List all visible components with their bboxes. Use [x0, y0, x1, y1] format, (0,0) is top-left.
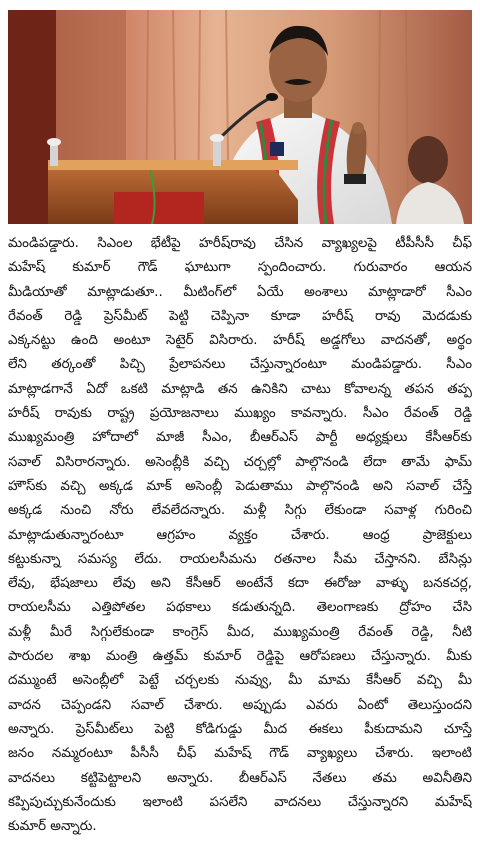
article-line: మండిపడ్డారు. సిఎంల భేటీపై హరీష్‌రావు చేసిన వ్యాఖ్యలపై టీపీసీసీ చీఫ్ — [8, 236, 472, 251]
article-line: వాదన చెప్పండని సవాల్ చేశారు. అప్పుడు ఎవరు ఏంటో తెలుస్తుందని — [8, 697, 472, 713]
article-line: కప్పిపుచ్చుకునేందుకు ఇలాంటి పసలేని వాదనలు చేస్తున్నారని మహేష్ — [8, 794, 472, 810]
article-line: రాయలసీమ ఎత్తిపోతల పథకాలు కడుతున్నది. తెలంగాణకు ద్రోహం చేసి — [8, 600, 472, 616]
article-line: జనం నమ్మరంటూ పీసీసీ చీఫ్ మహేష్ గౌడ్ వ్యాఖ్యలు చేశారు. ఇలాంటి — [8, 746, 472, 762]
article-body — [8, 232, 472, 839]
article-line: మహేష్ కుమార్ గౌడ్ ఘాటుగా స్పందించారు. గురువారం ఆయన — [8, 260, 472, 276]
article-line: హౌస్‌కు వచ్చి అక్కడ మాక్ అసెంబ్లీ పెడుతాము పాల్గొనండి అని సవాల్ చేస్తే — [8, 478, 472, 494]
article-line: అక్కడ నుంచి నోరు లేవలేదన్నారు. మళ్లీ సిగ్గు లేకుండా సవాళ్ల గురించి — [8, 503, 472, 519]
article-line: ఎక్కనట్టు ఉంది అంటూ సెటైర్ విసిరారు. హరీష్ అడ్డగోలు వాదనతో, అర్థం — [8, 333, 472, 349]
article-line: లేని తర్కంతో పిచ్చి ప్రేలాపనలు చేస్తున్నారంటూ మండిపడ్డారు. సీఎం — [8, 357, 472, 373]
article-photo — [8, 10, 472, 224]
article-line: వాదనలు కట్టిపెట్టాలని అన్నారు. బీఆర్ఎస్ నేతలు తమ అవినీతిని — [8, 770, 472, 786]
article-line: ముఖ్యమంత్రి హోదాలో మాజీ సీఎం, బీఆర్ఎస్ పార్టీ అధ్యక్షులు కేసీఆర్‌కు — [8, 430, 472, 446]
article-line: మాట్లాడగానే ఏదో ఒకటి మాట్లాడి తన ఉనికిని చాటు కోవాలన్న తపన తప్ప — [8, 381, 472, 397]
article-line: సవాల్ విసిరారన్నారు. అసెంబ్లీకి వచ్చి చర్చల్లో పాల్గొనండి లేదా తామే ఫామ్ — [8, 454, 472, 470]
speaker-photo-illustration — [8, 10, 472, 224]
article-line: అన్నారు. ప్రెస్‌మీట్‌లు పెట్టి కోడిగుడ్డు మీద ఈకలు పీకుదామని చూస్తే — [8, 721, 472, 737]
article-line: రేవంత్ రెడ్డి ప్రెస్‌మీట్ పెట్టి చెప్పినా కూడా హరీష్ రావు మెదడుకు — [8, 308, 472, 324]
article-line: మళ్లీ మీరే సిగ్గులేకుండా కాంగ్రెస్ మీద, ముఖ్యమంత్రి రేవంత్ రెడ్డి, నీటి — [8, 624, 472, 640]
article-line: దమ్ముంటే అసెంబ్లీలో పెట్టే చర్చలకు నువ్వు, మీ మామ కేసీఆర్ వచ్చి మీ — [8, 673, 472, 689]
article-line: హరీష్ రావుకు రాష్ట్ర ప్రయోజనాలు ముఖ్యం కావన్నారు. సీఎం రేవంత్ రెడ్డి — [8, 406, 472, 422]
article-line: కట్టుకున్నా సమస్య లేదు. రాయలసీమను రతనాల సీమ చేస్తానని. బేసిన్లు — [8, 551, 472, 567]
article-line: మీడియాతో మాట్లాడుతూ.. మీటింగ్‌లో ఏయే అంశాలు మాట్లాడారో సీఎం — [8, 284, 472, 300]
article-line: లేవు, భేషజాలు లేవు అని కేసీఆర్ అంటేనే కదా ఈరోజు వాళ్ళు బనకచర్ల, — [8, 576, 472, 592]
article-line: మాట్లాడుతున్నారంటూ ఆగ్రహం వ్యక్తం చేశారు. ఆంధ్ర ప్రాజెక్టులు — [8, 527, 472, 543]
article-line: కుమార్ అన్నారు. — [8, 819, 97, 835]
article-line: పారుదల శాఖ మంత్రి ఉత్తమ్ కుమార్ రెడ్డిపై ఆరోపణలు చేస్తున్నారు. మీకు — [8, 649, 472, 665]
